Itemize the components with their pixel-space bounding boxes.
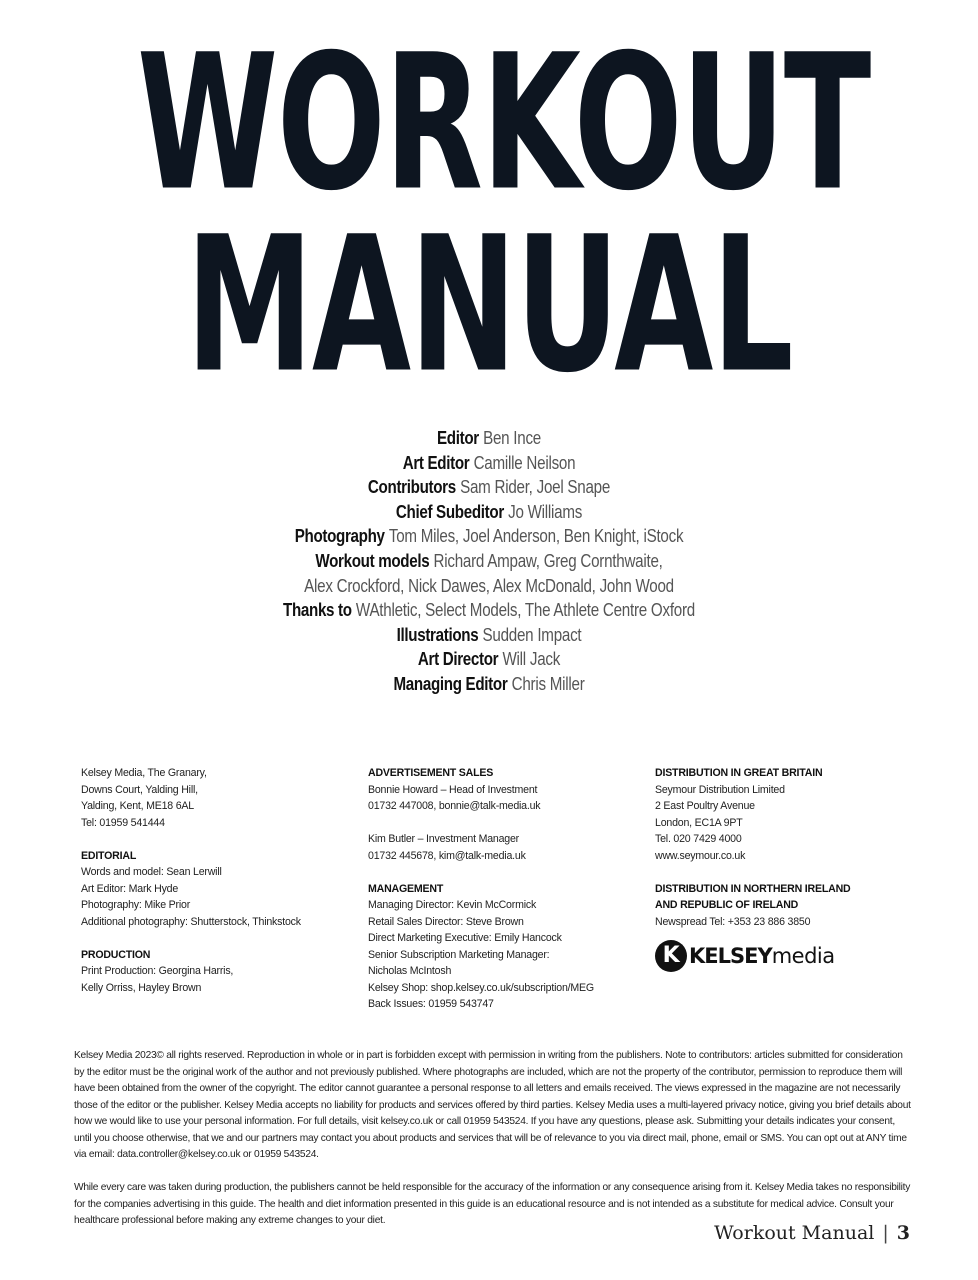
distribution-ni-heading: DISTRIBUTION IN NORTHERN IRELAND (655, 882, 851, 895)
distribution-gb-line: Tel. 020 7429 4000 (655, 833, 742, 845)
logo-word-kelsey: KELSEY (689, 943, 772, 968)
credit-row (88, 475, 890, 500)
credits-block (0, 426, 978, 697)
address-line: Kelsey Media, The Granary, (81, 767, 207, 779)
distribution-gb-line: 2 East Poultry Avenue (655, 800, 755, 812)
distribution-gb-line: London, EC1A 9PT (655, 816, 743, 829)
credit-row (88, 647, 890, 672)
credit-row (88, 426, 890, 451)
credit-names: Camille Neilson (473, 451, 576, 473)
page-number: 3 (896, 1222, 910, 1244)
credit-row (88, 672, 890, 697)
contact-column-right (655, 765, 915, 972)
distribution-gb-line: www.seymour.co.uk (655, 849, 746, 862)
footer-separator: | (882, 1222, 889, 1244)
credit-role: Illustrations (396, 623, 479, 645)
page-title-line2: MANUAL (185, 196, 793, 414)
credit-row (88, 598, 890, 623)
credit-row (88, 500, 890, 525)
contact-column-left (81, 765, 341, 996)
ad-sales-line: 01732 445678, kim@talk-media.uk (368, 849, 526, 862)
management-line: Kelsey Shop: shop.kelsey.co.uk/subscription/MEG (368, 981, 594, 994)
management-heading: MANAGEMENT (368, 882, 444, 895)
address-line: Yalding, Kent, ME18 6AL (81, 800, 194, 812)
management-line: Managing Director: Kevin McCormick (368, 899, 537, 911)
production-line: Print Production: Georgina Harris, (81, 965, 234, 977)
credit-role: Managing Editor (393, 672, 508, 694)
ad-sales-line: 01732 447008, bonnie@talk-media.uk (368, 800, 541, 812)
credit-names: Jo Williams (508, 500, 583, 522)
credit-names: Alex Crockford, Nick Dawes, Alex McDonald, John Wood (304, 574, 674, 596)
kelsey-k-icon: K (655, 940, 687, 972)
logo-word-media: media (771, 943, 835, 968)
credit-role: Chief Subeditor (395, 500, 504, 522)
management-line: Back Issues: 01959 543747 (368, 998, 494, 1010)
credit-role: Thanks to (283, 599, 352, 621)
editorial-line: Words and model: Sean Lerwill (81, 866, 222, 878)
credit-names: Tom Miles, Joel Anderson, Ben Knight, iStock (388, 525, 684, 547)
contact-column-middle (368, 765, 638, 1013)
editorial-line: Additional photography: Shutterstock, Thinkstock (81, 915, 301, 928)
legal-paragraph-disclaimer: While every care was taken during production, the publishers cannot be held responsible for the accuracy of the information or any consequence arising from it. Kelsey Media takes no responsibility for the companies advertising in this guide. The health and diet information presented in this guide is an educational resource and is not intended as a substitute for medical advice. Consult your healthcare professional before making any extreme changes to your diet. (74, 1182, 911, 1226)
management-line: Retail Sales Director: Steve Brown (368, 915, 524, 928)
ad-sales-heading: ADVERTISEMENT SALES (368, 767, 494, 779)
credit-names: Will Jack (502, 648, 561, 670)
credit-row (88, 574, 890, 599)
editorial-line: Photography: Mike Prior (81, 899, 191, 911)
credit-names: WAthletic, Select Models, The Athlete Centre Oxford (355, 599, 695, 621)
legal-paragraph-copyright: Kelsey Media 2023© all rights reserved. Reproduction in whole or in part is forbidden except with permission in writing from the publishers. Note to contributors: articles submitted for consideration by the editor must be the original work of the author and not previously published. Where photographs are included, which are not the property of the contributor, permission to reproduce them will have been obtained from the owner of the copyright. The editor cannot guarantee a personal response to all letters and emails received. The views expressed in the magazine are not necessarily those of the editor or the publisher. Kelsey Media accepts no liability for products and services offered by third parties. Kelsey Media uses a multi-layered privacy notice, giving you brief details about how we would like to use your personal information. For full details, visit kelsey.co.uk or call 01959 543524. If you have any questions, please ask. Submitting your details indicates your consent, until you choose otherwise, that we and our partners may contact you about products and services that will be of relevance to you via direct mail, phone, email or SMS. You can opt out at ANY time via email: data.controller@kelsey.co.uk or 01959 543524. (74, 1050, 911, 1160)
production-line: Kelly Orriss, Hayley Brown (81, 981, 202, 994)
credit-names: Sam Rider, Joel Snape (460, 476, 611, 498)
footer-title: Workout Manual (714, 1222, 875, 1244)
page-footer (714, 1222, 910, 1244)
address-line: Downs Court, Yalding Hill, (81, 783, 198, 796)
credit-names: Ben Ince (483, 427, 541, 448)
page-title-line1: WORKOUT (136, 14, 870, 232)
credit-names: Sudden Impact (482, 623, 582, 645)
credit-row (88, 451, 890, 476)
credit-role: Contributors (367, 476, 456, 498)
editorial-heading: EDITORIAL (81, 849, 137, 862)
credit-role: Editor (437, 427, 479, 448)
distribution-ni-line: Newspread Tel: +353 23 886 3850 (655, 915, 811, 928)
distribution-gb-heading: DISTRIBUTION IN GREAT BRITAIN (655, 767, 823, 779)
credit-row (88, 549, 890, 574)
address-phone: Tel: 01959 541444 (81, 816, 165, 829)
ad-sales-line: Bonnie Howard – Head of Investment (368, 783, 538, 796)
ad-sales-line: Kim Butler – Investment Manager (368, 833, 520, 845)
credit-names: Richard Ampaw, Greg Cornthwaite, (433, 549, 663, 571)
credit-role: Art Director (417, 648, 499, 670)
production-heading: PRODUCTION (81, 948, 151, 961)
distribution-ni-heading: AND REPUBLIC OF IRELAND (655, 899, 799, 911)
credit-row (88, 623, 890, 648)
credit-role: Art Editor (402, 451, 470, 473)
credit-role: Photography (294, 525, 385, 547)
distribution-gb-line: Seymour Distribution Limited (655, 783, 785, 796)
kelsey-media-logo (655, 940, 915, 972)
credit-names: Chris Miller (511, 672, 585, 694)
management-line: Senior Subscription Marketing Manager: (368, 948, 550, 961)
credit-role: Workout models (315, 549, 430, 571)
editorial-line: Art Editor: Mark Hyde (81, 882, 179, 895)
management-line: Nicholas McIntosh (368, 965, 452, 977)
management-line: Direct Marketing Executive: Emily Hancock (368, 932, 562, 944)
credit-row (88, 524, 890, 549)
